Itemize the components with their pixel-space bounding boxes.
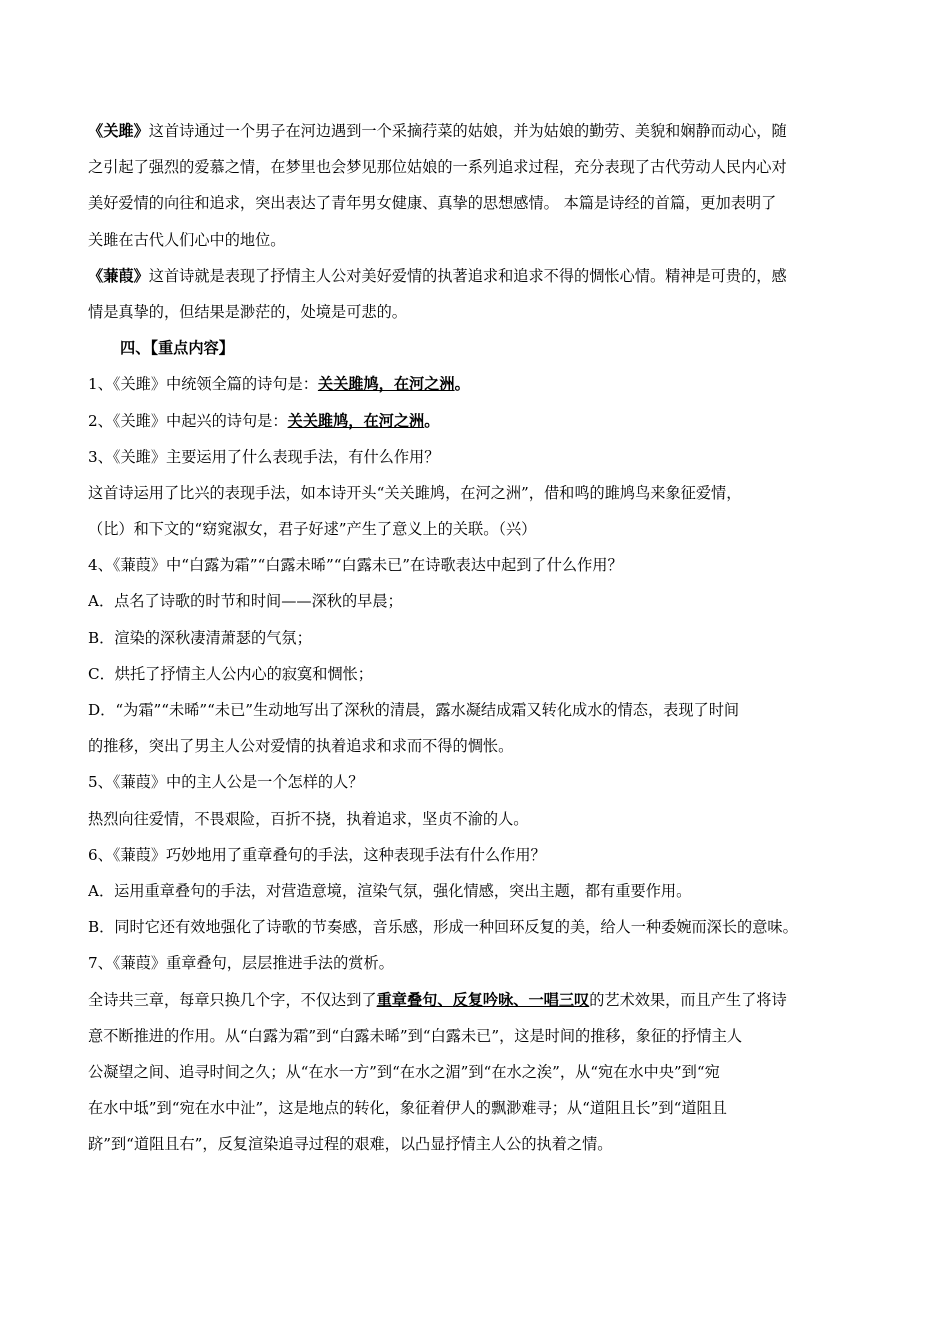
answer-3-line-2: （比）和下文的“窈窕淑女，君子好逑”产生了意义上的关联。（兴）	[88, 520, 537, 539]
answer-5: 热烈向往爱情，不畏艰险，百折不挠，执着追求，坚贞不渝的人。	[88, 809, 529, 828]
document-page	[88, 113, 868, 1162]
question-4: 4、《蒹葭》中“白露为霜”“白露未晞”“白露未已”在诗歌表达中起到了什么作用？	[88, 556, 623, 575]
guanju-title: 《关雎》	[88, 122, 149, 140]
answer-7-line-1: 全诗共三章，每章只换几个字，不仅达到了重章叠句、反复吟咏、一唱三叹的艺术效果，而且产生了将诗	[88, 990, 787, 1009]
jianjia-line-1: 《蒹葭》这首诗就是表现了抒情主人公对美好爱情的执著追求和追求不得的惆怅心情。精神是可贵的，感	[88, 266, 787, 285]
answer-4-d-line-2: 的推移，突出了男主人公对爱情的执着追求和求而不得的惆怅。	[88, 737, 514, 756]
question-3: 3、《关雎》主要运用了什么表现手法，有什么作用？	[88, 447, 440, 466]
answer-4-d-line-1: D．“为霜”“未晞”“未已”生动地写出了深秋的清晨，露水凝结成霜又转化成水的情态，表现了时间	[88, 701, 740, 719]
question-7: 7、《蒹葭》重章叠句，层层推进手法的赏析。	[88, 954, 394, 973]
section-heading: 四、【重点内容】	[120, 339, 234, 358]
answer-2: 关关雎鸠，在河之洲	[287, 411, 425, 430]
answer-7-line-3: 公凝望之间、追寻时间之久；从“在水一方”到“在水之湄”到“在水之涘”，从“宛在水中央”到“宛	[88, 1062, 720, 1081]
jianjia-title: 《蒹葭》	[88, 266, 149, 285]
answer-7-line-5: 跻”到“道阻且右”，反复渲染追寻过程的艰难，以凸显抒情主人公的执着之情。	[88, 1135, 613, 1154]
answer-7-line-4: 在水中坻”到“宛在水中沚”，这是地点的转化，象征着伊人的飘渺难寻；从“道阻且长”到“道阻且	[88, 1099, 727, 1118]
answer-4-c: C．烘托了抒情主人公内心的寂寞和惆怅；	[88, 664, 373, 683]
answer-6-a: A．运用重章叠句的手法，对营造意境，渲染气氛，强化情感，突出主题，都有重要作用。	[88, 881, 692, 900]
question-2: 2、《关雎》中起兴的诗句是：关关雎鸠，在河之洲。	[88, 411, 440, 430]
question-5: 5、《蒹葭》中的主人公是一个怎样的人？	[88, 773, 364, 792]
guanju-line-3: 美好爱情的向往和追求，突出表达了青年男女健康、真挚的思想感情。 本篇是诗经的首篇，更加表明了	[88, 194, 777, 213]
question-1: 1、《关雎》中统领全篇的诗句是：关关雎鸠，在河之洲。	[88, 375, 470, 394]
answer-1: 关关雎鸠，在河之洲	[317, 375, 455, 394]
answer-7-highlight: 重章叠句、反复吟咏、一唱三叹	[376, 990, 590, 1009]
answer-4-a: A．点名了诗歌的时节和时间——深秋的早晨；	[88, 592, 403, 611]
answer-4-b: B．渲染的深秋凄清萧瑟的气氛；	[88, 628, 312, 647]
answer-3-line-1: 这首诗运用了比兴的表现手法，如本诗开头“关关雎鸠，在河之洲”，借和鸣的雎鸠鸟来象征爱情，	[88, 483, 742, 502]
jianjia-line-2: 情是真挚的，但结果是渺茫的，处境是可悲的。	[88, 302, 407, 321]
guanju-line-4: 关雎在古代人们心中的地位。	[88, 230, 286, 249]
answer-6-b: B．同时它还有效地强化了诗歌的节奏感，音乐感，形成一种回环反复的美，给人一种委婉而深长的意味。	[88, 918, 798, 937]
guanju-line-1: 《关雎》这首诗通过一个男子在河边遇到一个采摘荇菜的姑娘，并为姑娘的勤劳、美貌和娴静而动心，随	[88, 122, 787, 140]
answer-7-line-2: 意不断推进的作用。从“白露为霜”到“白露未晞”到“白露未已”，这是时间的推移，象征的抒情主人	[88, 1026, 743, 1045]
guanju-line-2: 之引起了强烈的爱慕之情，在梦里也会梦见那位姑娘的一系列追求过程，充分表现了古代劳动人民内心对	[88, 158, 787, 177]
question-6: 6、《蒹葭》巧妙地用了重章叠句的手法，这种表现手法有什么作用？	[88, 845, 546, 864]
